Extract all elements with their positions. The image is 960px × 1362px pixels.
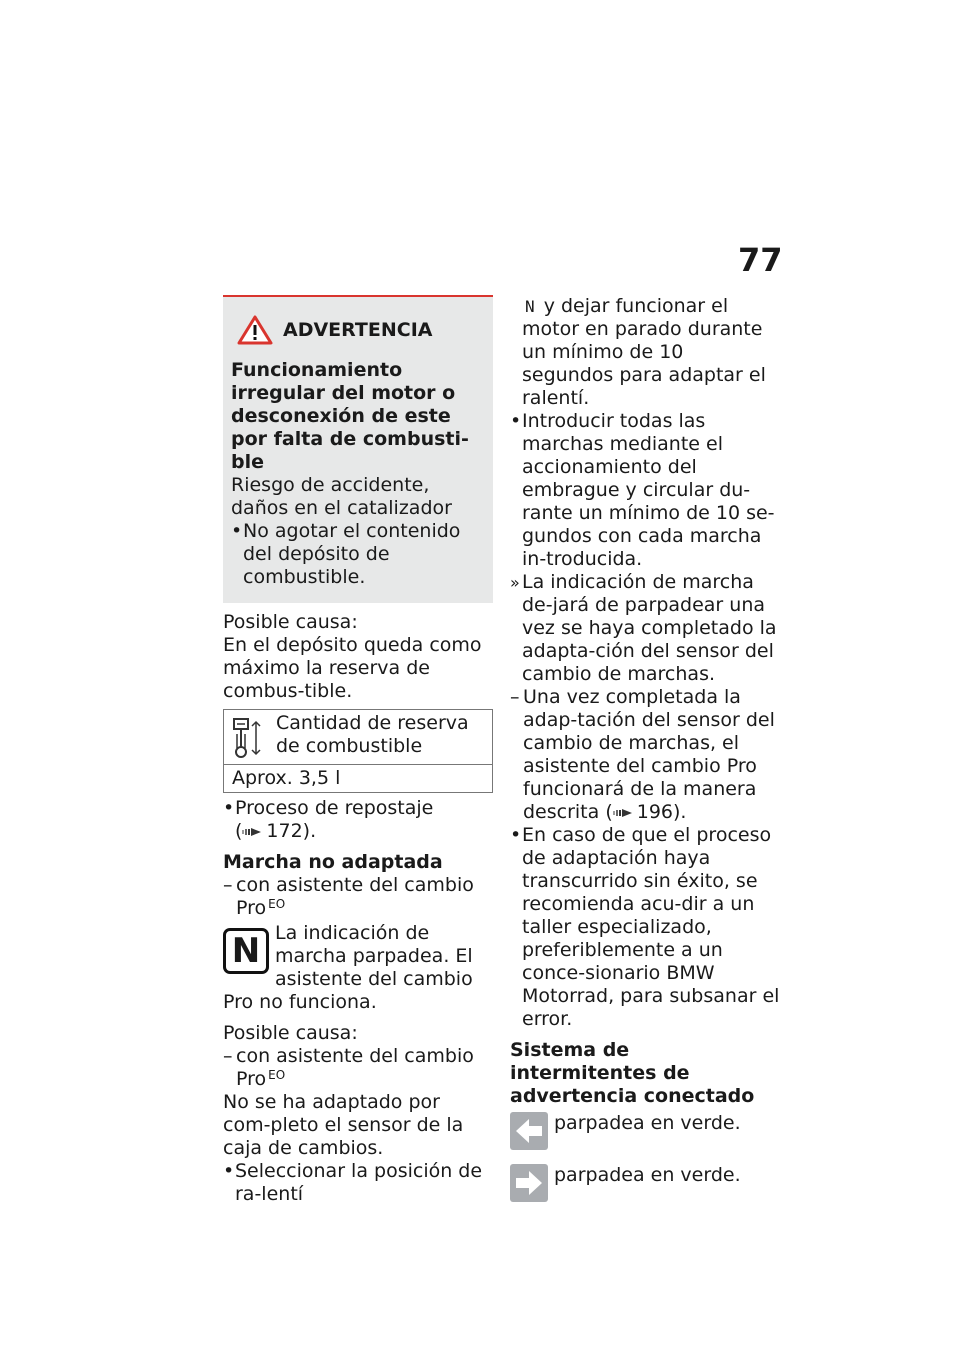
cause-text: En el depósito queda como máximo la reserva de combus-tible. <box>223 634 482 702</box>
hazard-left-row <box>510 1112 780 1150</box>
page-reference-arrow-icon <box>242 826 262 838</box>
hazard-heading: Sistema de intermitentes de advertencia conectado <box>510 1039 755 1107</box>
refuel-page-ref: 172). <box>266 820 317 842</box>
gear-condition <box>223 874 493 920</box>
turn-right-icon <box>510 1164 548 1202</box>
gear-condition-2-text: con asistente del cambio Pro <box>236 1045 474 1090</box>
hazard-left-text: parpadea en verde. <box>554 1112 741 1134</box>
warning-text: Riesgo de accidente, daños en el catalizador <box>231 474 452 519</box>
gear-condition-2-sup: EO <box>268 1068 286 1082</box>
warning-triangle-icon <box>237 315 273 345</box>
gear-indicator-block <box>223 922 493 1014</box>
gear-heading: Marcha no adaptada <box>223 851 443 873</box>
refuel-text: Proceso de repostaje <box>235 797 434 819</box>
turn-left-icon <box>510 1112 548 1150</box>
fuel-reserve-table <box>223 709 493 793</box>
page-reference-arrow-icon <box>613 807 633 819</box>
cause-label: Posible causa: <box>223 611 358 633</box>
refuel-step: • Proceso de repostaje ( 172). <box>223 797 493 843</box>
warning-box <box>223 295 493 603</box>
gear-step-1-pre: Seleccionar la posición de ra-lentí <box>235 1160 483 1205</box>
neutral-glyph: N <box>525 297 535 316</box>
gear-n-icon: N <box>223 928 269 974</box>
gear-step-1-post: y dejar funcionar el motor en parado durante un mínimo de 10 segundos para adaptar el ralentí. <box>522 295 766 409</box>
gear-cause-label: Posible causa: <box>223 1022 358 1044</box>
warning-bullet: • No agotar el contenido del depósito de combustible. <box>231 520 483 589</box>
left-column <box>223 295 493 1206</box>
gear-step-1-cont <box>510 295 780 410</box>
fuel-table-header-row <box>224 710 492 765</box>
warning-heading: ADVERTENCIA <box>283 318 433 341</box>
warning-title: Funcionamiento irregular del motor o desconexión de este por falta de combusti-ble <box>231 359 469 473</box>
gear-after-text: Una vez completada la adap-tación del sensor del cambio de marchas, el asistente del cambio Pro funcionará de la manera descrita <box>523 686 775 823</box>
gear-condition-text: con asistente del cambio Pro <box>236 874 474 919</box>
fuel-reserve-icon <box>228 716 264 760</box>
fuel-table-header: Cantidad de reserva de combustible <box>276 712 469 757</box>
warning-header <box>231 315 483 345</box>
gear-after: – Una vez completada la adap-tación del sensor del cambio de marchas, el asistente del cambio Pro funcionará de la manera descrita ( 196). <box>510 686 780 824</box>
gear-condition-2 <box>223 1045 493 1091</box>
fuel-table-value: Aprox. 3,5 l <box>232 767 341 789</box>
gear-condition-sup: EO <box>268 897 286 911</box>
gear-step-3: • En caso de que el proceso de adaptación haya transcurrido sin éxito, se recomienda acu-dir a un taller especializado, preferiblemente a un conce-sionario BMW Motorrad, para subsanar el error. <box>510 824 780 1031</box>
gear-result: » La indicación de marcha de-jará de parpadear una vez se haya completado la adapta-ción del sensor del cambio de marchas. <box>510 571 780 686</box>
right-column <box>510 295 780 1202</box>
hazard-right-text: parpadea en verde. <box>554 1164 741 1186</box>
gear-step-2: • Introducir todas las marchas mediante el accionamiento del embrague y circular du-rante un mínimo de 10 se-gundos con cada marcha in-troducida. <box>510 410 780 571</box>
page-number: 77 <box>738 241 783 279</box>
gear-cause-text: No se ha adaptado por com-pleto el sensor de la caja de cambios. <box>223 1091 464 1159</box>
hazard-right-row <box>510 1164 780 1202</box>
gear-indicator-text: La indicación de marcha parpadea. El asistente del cambio Pro no funciona. <box>223 922 473 1013</box>
gear-after-ref: 196). <box>636 801 687 823</box>
gear-step-1-start <box>223 1160 493 1206</box>
